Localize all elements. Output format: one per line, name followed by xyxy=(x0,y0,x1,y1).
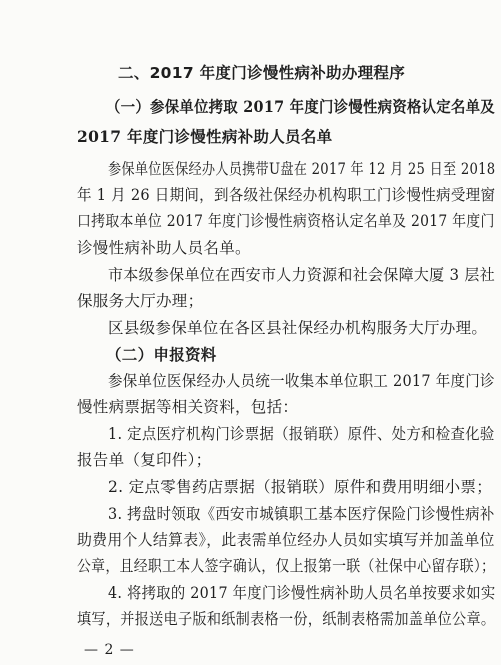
paragraph-line: 保服务大厅办理； xyxy=(77,292,204,310)
subsection-heading-1: （一）参保单位拷取 2017 年度门诊慢性病资格认定名单及 xyxy=(106,97,495,116)
paragraph-line: 区县级参保单位在各区县社保经办机构服务大厅办理。 xyxy=(108,319,488,337)
page-number: — 2 — xyxy=(84,642,135,658)
list-item-cont: 报告单（复印件）； xyxy=(77,451,212,469)
paragraph-line: 参保单位医保经办人员携带U盘在 2017 年 12 月 25 日至 2018 xyxy=(108,160,496,178)
paragraph-line: 诊慢性病补助人员名单。 xyxy=(77,239,251,257)
list-item: 1. 定点医疗机构门诊票据（报销联）原件、处方和检查化验 xyxy=(108,425,495,443)
subsection-heading-2: （二）申报资料 xyxy=(106,345,217,364)
list-item: 3. 拷盘时领取《西安市城镇职工基本医疗保险门诊慢性病补 xyxy=(108,505,495,523)
paragraph-line: 参保单位医保经办人员统一收集本单位职工 2017 年度门诊 xyxy=(108,372,495,390)
list-item: 4. 将拷取的 2017 年度门诊慢性病补助人员名单按要求如实 xyxy=(108,584,496,602)
paragraph-line: 年 1 月 26 日期间，到各级社保经办机构职工门诊慢性病受理窗 xyxy=(77,186,496,204)
subsection-heading-1-cont: 2017 年度门诊慢性病补助人员名单 xyxy=(77,127,333,146)
list-item: 2. 定点零售药店票据（报销联）原件和费用明细小票； xyxy=(108,478,493,496)
section-heading: 二、2017 年度门诊慢性病补助办理程序 xyxy=(118,64,406,82)
paragraph-line: 市本级参保单位在西安市人力资源和社会保障大厦 3 层社 xyxy=(108,266,496,284)
list-item-cont: 公章，且经职工本人签字确认，仅上报第一联（社保中心留存联）； xyxy=(77,557,496,575)
paragraph-line: 口拷取本单位 2017 年度门诊慢性病资格认定名单及 2017 年度门 xyxy=(77,212,495,230)
list-item-cont: 填写，并报送电子版和纸制表格一份，纸制表格需加盖单位公章。 xyxy=(77,610,496,628)
paragraph-line: 慢性病票据等相关资料，包括： xyxy=(77,398,299,416)
list-item-cont: 助费用个人结算表》，此表需单位经办人员如实填写并加盖单位 xyxy=(77,531,495,549)
